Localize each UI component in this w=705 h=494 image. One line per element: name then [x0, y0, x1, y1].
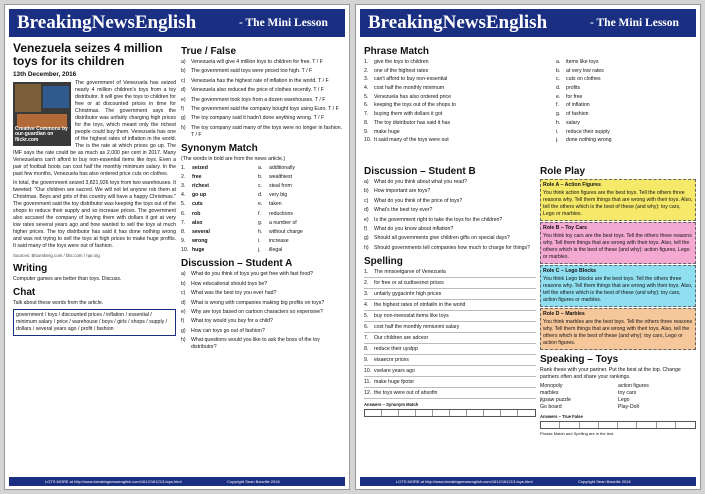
- list-item: [364, 390, 536, 399]
- synonym-cell: 5.: [181, 201, 186, 208]
- synonym-cell: j.: [258, 247, 261, 254]
- synonym-cell: i.: [258, 238, 261, 245]
- article-paragraph: The government of Venezuela has seized nearly 4 million children's toys from a toy distributor. It will give the toys to children for free or at discounted prices in time for Christmas. The government says the distributor was unfairly charging high prices for the toys, which meant only the richest people could buy them. Venezuela has one of the highest rates of inflation in the world. The is the rate at which prices go up. The IMF says the rate could be as much as 2,000 per cent in 2017. Many Venezuelans can't afford to buy non-essential items like toys. Even a pair of football boots can cost half the monthly minimum salary. In the past few months, Venezuela has also ordered price cuts on clothes.: [13, 80, 176, 177]
- article-column: [13, 42, 176, 475]
- phrase-cell: j.: [556, 137, 559, 144]
- answer-cell: [450, 410, 467, 416]
- mini-lesson-label: - The Mini Lesson: [239, 17, 328, 29]
- answer-cell: [580, 422, 599, 428]
- page-right: [355, 4, 701, 490]
- list-item: [181, 309, 345, 316]
- page-header: [9, 9, 345, 37]
- synonym-word: richest: [192, 183, 210, 190]
- list-item: [364, 302, 536, 311]
- synonym-word: cuts: [192, 201, 203, 208]
- answer-cell: [501, 410, 518, 416]
- phrase-cell: profits: [566, 85, 581, 92]
- list-item: [181, 68, 345, 75]
- true-false-heading: True / False: [181, 46, 237, 57]
- item-text: cost half the monthly mmiunmi salary: [374, 323, 460, 330]
- answer-cell: [518, 410, 535, 416]
- phrase-cell: 5.: [364, 93, 369, 100]
- synonym-cell: d.: [258, 192, 263, 199]
- item-letter: a): [364, 179, 369, 185]
- list-item: [181, 290, 345, 297]
- item-text: How important are toys?: [374, 188, 431, 195]
- role-card: [540, 179, 696, 221]
- list-item: [181, 97, 345, 104]
- page-footer: [9, 477, 345, 486]
- item-text: The government said toys were priced too high. T / F: [191, 68, 313, 75]
- item-text: Should governments tell companies how much to charge for things?: [374, 244, 530, 251]
- synonym-cell: a number of: [269, 219, 297, 226]
- phrase-cell: h.: [556, 119, 561, 126]
- synonym-cell: 10.: [181, 247, 189, 254]
- discussion-b-heading: Discussion – Student B: [364, 166, 476, 177]
- synonym-cell: steal from: [269, 183, 292, 190]
- synonym-heading: Synonym Match: [181, 142, 258, 154]
- item-text: Our children are adcesr: [374, 334, 429, 341]
- discussion-a-list: [181, 271, 345, 351]
- synonym-cell: b.: [258, 173, 263, 180]
- phrase-cell: e.: [556, 93, 561, 100]
- speaking-item: Go board: [540, 404, 562, 410]
- synonym-cell: g.: [258, 219, 263, 226]
- answers-synonym-label: Answers – Synonym Match: [364, 401, 419, 407]
- phrase-cell: 8.: [364, 119, 369, 126]
- spelling-heading: Spelling: [364, 255, 403, 267]
- item-text: How educational should toys be?: [191, 280, 268, 287]
- item-text: What do you think of the price of toys?: [374, 197, 463, 204]
- item-text: What questions would you like to ask the boss of the toy distributor?: [191, 337, 320, 351]
- phrase-cell: d.: [556, 85, 561, 92]
- exercise-column: [181, 42, 345, 475]
- footer-link[interactable]: LOTS MORE at http://www.breakingnewsenglish.com/1612/161213-toys.html: [45, 479, 182, 484]
- list-item: [364, 245, 536, 252]
- article-sources: Sources: Bloomberg.com / bbc.com / npr.org: [13, 253, 100, 258]
- synonym-cell: illegal: [269, 247, 283, 254]
- answers-tf-grid: [540, 421, 696, 429]
- spelling-list: [364, 269, 536, 399]
- list-item: [181, 328, 345, 335]
- item-letter: 10.: [364, 367, 372, 374]
- chat-word-list: government / toys / discounted prices / inflation / essential / minimum salary / price / warehouse / boys / girls / shops / supply / dollars / several years ago / profit / fashion: [13, 309, 176, 336]
- phrase-cell: buying them with dollars it got: [374, 111, 443, 118]
- answer-cell: [637, 422, 656, 428]
- phrase-cell: g.: [556, 111, 561, 118]
- synonym-grid: [181, 165, 345, 255]
- item-letter: 3.: [364, 290, 369, 297]
- phrase-cell: 7.: [364, 111, 369, 118]
- phrase-cell: for free: [566, 93, 583, 100]
- item-letter: 11.: [364, 378, 371, 385]
- brand-title: BreakingNewsEnglish: [368, 12, 548, 33]
- phrase-cell: f.: [556, 102, 559, 109]
- answer-cell: [618, 422, 637, 428]
- item-text: What do you think of toys you get free with fast food?: [191, 271, 313, 278]
- list-item: [364, 324, 536, 333]
- article-paragraph: In total, the government seized 3,821,926 toys from two warehouses. It tweeted: "Our children are sacred. We will not let anyone rob them at Christmas. Boys and girls of this country will have a happy Christmas." The government said the toy distributor was keeping the toys out of the shops to reduce their supply and so increase prices. The government also accused the company of buying them with dollars it got at very low rates several years ago and how wanted to sell the toys at much higher prices. The toy distributor has said it has done nothing wrong and was not trying to sell the toys at high prices to make huge profits. It said many of the toys were out of fashion.: [13, 180, 176, 249]
- item-letter: b): [364, 188, 369, 195]
- item-letter: 7.: [364, 334, 369, 341]
- phrase-cell: reduce their supply: [566, 128, 610, 135]
- synonym-cell: without charge: [269, 229, 303, 236]
- item-text: make huge fpotsr: [374, 378, 415, 385]
- list-item: [181, 271, 345, 278]
- speaking-heading: Speaking – Toys: [540, 354, 619, 365]
- item-letter: g): [364, 235, 369, 242]
- item-letter: c): [181, 77, 186, 84]
- list-item: [364, 313, 536, 322]
- synonym-cell: 6.: [181, 210, 186, 217]
- synonym-cell: 3.: [181, 183, 186, 190]
- item-text: the highest rates of otnfaiiln in the world: [374, 301, 466, 308]
- item-text: The toy company said many of the toys were no longer in fashion. T / F: [191, 124, 343, 138]
- mini-lesson-label: - The Mini Lesson: [590, 17, 679, 29]
- answer-cell: [399, 410, 416, 416]
- list-item: [364, 346, 536, 355]
- item-text: the toys were out of ahsofin: [374, 389, 438, 396]
- phrase-cell: i.: [556, 128, 559, 135]
- answers-tf-label: Answers – True False: [540, 414, 583, 419]
- role-title: Role A – Action Figures: [543, 182, 601, 188]
- synonym-word: wrong: [192, 238, 208, 245]
- item-text: What was the best toy you ever had?: [191, 290, 277, 297]
- synonym-word: several: [192, 229, 210, 236]
- discussion-b-list: [364, 179, 536, 252]
- list-item: [364, 188, 536, 195]
- synonym-word: rob: [192, 210, 201, 217]
- phrase-cell: 4.: [364, 85, 369, 92]
- discussion-a-heading: Discussion – Student A: [181, 258, 293, 270]
- item-letter: d): [181, 299, 186, 306]
- speaking-list: [540, 383, 696, 411]
- list-item: [364, 280, 536, 289]
- item-letter: 8.: [364, 345, 369, 352]
- true-false-list: [181, 59, 345, 139]
- list-item: [181, 59, 345, 66]
- item-text: What toy would you buy for a child?: [191, 318, 273, 325]
- role-title: Role D – Marbles: [543, 311, 585, 317]
- role-title: Role C – Lego Blocks: [543, 268, 597, 274]
- right-column: [540, 162, 696, 475]
- speaking-item: marbles: [540, 390, 559, 396]
- list-item: [364, 335, 536, 344]
- synonym-cell: wealthiest: [269, 173, 293, 180]
- role-card: [540, 265, 696, 307]
- item-text: eisaecnr prices: [374, 356, 409, 363]
- item-letter: h): [181, 124, 186, 131]
- item-text: Venezuela will give 4 million toys to children for free. T / F: [191, 59, 323, 65]
- item-letter: c): [364, 197, 369, 204]
- synonym-cell: 4.: [181, 192, 186, 199]
- phrase-cell: done nothing wrong: [566, 137, 612, 144]
- item-letter: e): [364, 216, 369, 223]
- phrase-cell: It said many of the toys were out: [374, 137, 449, 144]
- item-letter: b): [181, 68, 186, 75]
- synonym-cell: increase: [269, 238, 289, 245]
- answer-cell: [657, 422, 676, 428]
- phrase-cell: of fashion: [566, 111, 589, 118]
- phrase-cell: items like toys: [566, 59, 599, 65]
- item-text: The mnsoetgarve of Venezuela: [374, 268, 446, 275]
- item-text: Is the government right to take the toys for the children?: [374, 216, 503, 223]
- item-letter: d): [181, 87, 186, 94]
- synonym-word: huge: [192, 247, 205, 254]
- item-text: Why are toys based on cartoon characters so expensive?: [191, 308, 324, 315]
- list-item: [181, 106, 345, 113]
- item-text: What's the best toy ever?: [374, 207, 433, 214]
- synonym-cell: very big: [269, 192, 288, 199]
- list-item: [181, 78, 345, 85]
- phrase-match-heading: Phrase Match: [364, 46, 430, 57]
- phrase-cell: give the toys to children: [374, 59, 429, 65]
- list-item: [364, 269, 536, 278]
- article-photo: [13, 82, 71, 146]
- writing-prompt: Computer games are better than toys. Discuss.: [13, 276, 122, 282]
- list-item: [181, 115, 345, 122]
- item-text: The government said the company bought toys using Euro. T / F: [191, 105, 339, 112]
- list-item: [364, 357, 536, 366]
- role-card: [540, 308, 696, 350]
- phrase-cell: 10.: [364, 137, 372, 144]
- phrase-cell: at very low rates: [566, 67, 604, 74]
- phrase-cell: keeping the toys out of the shops to: [374, 102, 456, 109]
- synonym-cell: 1.: [181, 164, 186, 171]
- answer-cell: [382, 410, 399, 416]
- list-item: [181, 281, 345, 288]
- item-text: The toy company said it hadn't done anything wrong. T / F: [191, 115, 325, 122]
- answer-cell: [541, 422, 560, 428]
- list-item: [364, 179, 536, 186]
- synonym-cell: 7.: [181, 219, 186, 226]
- role-text: You think toy cars are the best toys. Tell the others three reasons why. Tell them things that are wrong with their toys. Also, tell the others which is the best of these (and why): action figures, Lego or marbles.: [543, 233, 692, 260]
- answer-cell: [599, 422, 618, 428]
- article-date: 13th December, 2016: [13, 71, 77, 78]
- list-item: [364, 226, 536, 233]
- phrase-cell: one of the highest rates: [374, 67, 429, 74]
- answer-cell: [467, 410, 484, 416]
- item-text: What do you know about inflation?: [374, 225, 454, 232]
- answer-cell: [484, 410, 501, 416]
- phrase-cell: Venezuela has also ordered price: [374, 93, 451, 100]
- item-letter: 6.: [364, 323, 369, 330]
- phrase-cell: c.: [556, 76, 561, 83]
- synonym-cell: additionally: [269, 164, 295, 171]
- item-text: reduce their uyslpp: [374, 345, 418, 352]
- page-left: [4, 4, 350, 490]
- role-text: You think marbles are the best toys. Tell the others three reasons why. Tell them things that are wrong with their toys. Also, tell the others which is the best of these (and why): toy cars, Lego or action figures.: [543, 319, 693, 346]
- item-letter: c): [181, 290, 186, 297]
- synonym-cell: 9.: [181, 238, 186, 245]
- phrase-cell: cost half the monthly minimum: [374, 85, 445, 92]
- phrase-cell: a.: [556, 59, 561, 65]
- item-letter: e): [181, 96, 186, 103]
- item-letter: a): [181, 59, 186, 65]
- speaking-item: jigsaw puzzle: [540, 397, 571, 403]
- answer-cell: [560, 422, 579, 428]
- role-play-list: [540, 179, 696, 350]
- brand-title: BreakingNewsEnglish: [17, 12, 197, 33]
- writing-heading: Writing: [13, 263, 48, 274]
- footer-link[interactable]: LOTS MORE at http://www.breakingnewsenglish.com/1612/161213-toys.html: [396, 479, 533, 484]
- synonym-cell: reductions: [269, 210, 293, 217]
- item-letter: b): [181, 280, 186, 287]
- item-letter: f): [181, 318, 185, 325]
- phrase-cell: can't afford to buy non-essential: [374, 76, 448, 83]
- chat-heading: Chat: [13, 287, 36, 298]
- answers-note: Phrase Match and Spelling are in the text.: [540, 431, 615, 436]
- synonym-cell: 8.: [181, 229, 186, 236]
- list-item: [181, 125, 345, 139]
- synonym-cell: taken: [269, 201, 282, 208]
- role-text: You think Lego blocks are the best toys. Tell the others three reasons why. Tell them things that are wrong with their toys. Also, tell the others which is the best of these (and why): toy cars, action figures or marbles.: [543, 276, 693, 303]
- list-item: [364, 198, 536, 205]
- phrase-cell: 9.: [364, 128, 369, 135]
- synonym-word: go up: [192, 192, 207, 199]
- item-letter: 9.: [364, 356, 369, 363]
- phrase-cell: 6.: [364, 102, 369, 109]
- footer-copyright: Copyright Sean Banville 2016: [227, 479, 280, 484]
- item-letter: f): [181, 105, 185, 112]
- item-letter: 12.: [364, 389, 372, 396]
- role-play-heading: Role Play: [540, 166, 586, 177]
- phrase-cell: make huge: [374, 128, 400, 135]
- role-title: Role B – Toy Cars: [543, 225, 588, 231]
- item-letter: e): [181, 308, 186, 315]
- answer-cell: [676, 422, 695, 428]
- synonym-cell: f.: [258, 210, 261, 217]
- synonym-word: seized: [192, 164, 208, 171]
- role-card: [540, 222, 696, 264]
- item-text: What is wrong with companies making big profits on toys?: [191, 299, 325, 306]
- phrase-cell: The toy distributor has said it has: [374, 119, 451, 126]
- item-letter: 5.: [364, 312, 369, 319]
- footer-copyright: Copyright Sean Banville 2016: [578, 479, 631, 484]
- item-letter: a): [181, 271, 186, 278]
- phrase-cell: cuts on clothes: [566, 76, 601, 83]
- list-item: [364, 235, 536, 242]
- item-letter: d): [364, 207, 369, 214]
- synonym-word: free: [192, 173, 202, 180]
- list-item: [181, 87, 345, 94]
- answers-grid: [364, 409, 536, 417]
- list-item: [364, 291, 536, 300]
- list-item: [181, 337, 345, 351]
- role-text: You think action figures are the best toys. Tell the others three reasons why. Tell them things that are wrong with their toys. Also, tell the others which is the best of these (and why): toy cars, Lego or marbles.: [543, 190, 693, 217]
- speaking-intro: Rank these with your partner. Put the best at the top. Change partners often and share your rankings.: [540, 367, 681, 380]
- list-item: [181, 300, 345, 307]
- speaking-item: Lego: [618, 397, 630, 403]
- item-text: Venezuela has the highest rate of inflation in the world. T / F: [191, 77, 329, 84]
- item-letter: g): [181, 115, 186, 122]
- item-text: Should all governments give children gifts on special days?: [374, 235, 510, 242]
- photo-caption: Creative Commons by our-guardian on flickr.com: [15, 125, 68, 143]
- phrase-cell: 3.: [364, 76, 369, 83]
- speaking-item: Monopoly: [540, 383, 563, 389]
- item-letter: h): [181, 337, 186, 344]
- list-item: [181, 318, 345, 325]
- phrase-cell: 1.: [364, 59, 369, 65]
- phrase-cell: salary: [566, 119, 580, 126]
- synonym-cell: 2.: [181, 173, 186, 180]
- item-text: buy non-ineesslat items like toys: [374, 312, 449, 319]
- answer-cell: [433, 410, 450, 416]
- list-item: [364, 207, 536, 214]
- phrase-match-section: [364, 42, 692, 158]
- left-column: [364, 162, 536, 475]
- item-letter: 4.: [364, 301, 369, 308]
- synonym-cell: a.: [258, 164, 263, 171]
- item-text: The government took toys from a dozen warehouses. T / F: [191, 96, 326, 103]
- item-text: Venezuela also reduced the price of clothes recently. T / F: [191, 87, 324, 94]
- chat-intro: Talk about these words from the article.: [13, 300, 104, 306]
- item-text: vselare years ago: [374, 367, 415, 374]
- list-item: [364, 379, 536, 388]
- synonym-cell: h.: [258, 229, 263, 236]
- speaking-item: toy cars: [618, 390, 637, 396]
- phrase-cell: b.: [556, 67, 561, 74]
- page-footer: [360, 477, 696, 486]
- speaking-item: action figures: [618, 383, 649, 389]
- item-letter: h): [364, 244, 369, 251]
- item-letter: 1.: [364, 268, 369, 275]
- list-item: [364, 368, 536, 377]
- item-text: for free or at cudtsesnoi prices: [374, 279, 444, 286]
- list-item: [364, 217, 536, 224]
- item-text: How can toys go out of fashion?: [191, 327, 265, 334]
- phrase-cell: 2.: [364, 67, 369, 74]
- item-letter: g): [181, 327, 186, 334]
- answer-cell: [416, 410, 433, 416]
- phrase-cell: of inflation: [566, 102, 590, 109]
- synonym-cell: c.: [258, 183, 263, 190]
- synonym-cell: e.: [258, 201, 263, 208]
- item-letter: 2.: [364, 279, 369, 286]
- synonym-intro: (The words in bold are from the news article.): [181, 155, 286, 162]
- item-text: unfairly gygacinhr high prices: [374, 290, 442, 297]
- speaking-item: Play-Doh: [618, 404, 640, 410]
- item-letter: f): [364, 225, 368, 232]
- page-header: [360, 9, 696, 37]
- item-text: What do you think about what you read?: [374, 179, 467, 185]
- synonym-word: also: [192, 219, 203, 226]
- phrase-match-grid: [364, 59, 692, 144]
- answer-cell: [365, 410, 382, 416]
- article-title: Venezuela seizes 4 million toys for its children: [13, 42, 163, 68]
